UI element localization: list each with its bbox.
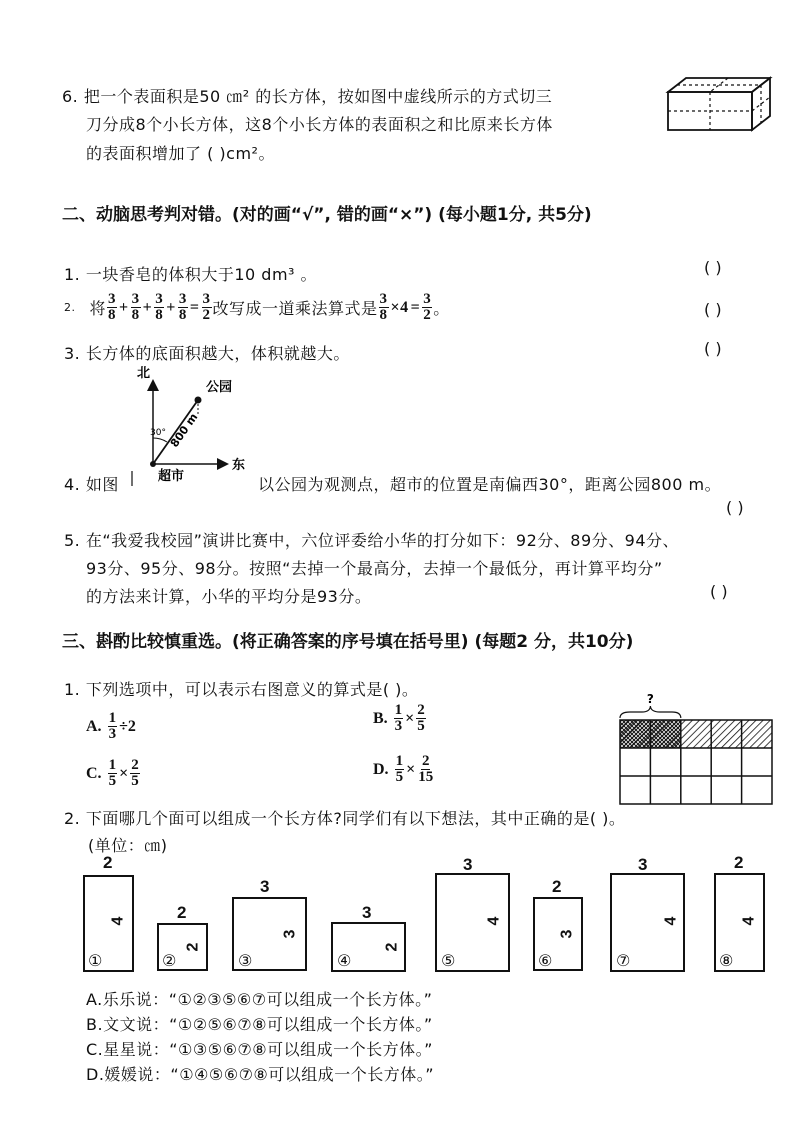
answer-c[interactable]: C.星星说：“①③⑤⑥⑦⑧可以组成一个长方体。” xyxy=(86,1040,433,1059)
s2-q4-lead: 4. 如图 xyxy=(64,475,119,494)
face-side-dim: 2 xyxy=(383,942,401,952)
equals: = xyxy=(410,298,421,316)
s3-q2-unit: (单位：㎝) xyxy=(88,836,168,855)
fraction: $\frac{3}{2}$ xyxy=(423,291,432,323)
s2-q4-text: 以公园为观测点，超市的位置是南偏西30°，距离公园800 m。 xyxy=(258,475,722,494)
fraction: $\frac{3}{8}$ xyxy=(155,291,164,323)
s2-q3: 3. 长方体的底面积越大，体积就越大。 xyxy=(64,344,350,363)
equals: = xyxy=(189,298,200,316)
s2-q5-line1: 5. 在“我爱我校园”演讲比赛中，六位评委给小华的打分如下：92分、89分、94分、 xyxy=(64,531,680,550)
fraction-grid xyxy=(616,690,778,806)
fraction: $\frac{3}{8}$ xyxy=(131,291,140,323)
q6-line1: 6. 把一个表面积是50 ㎝² 的长方体，按如图中虚线所示的方式切三 xyxy=(62,87,553,106)
face-number: ⑥ xyxy=(538,951,553,970)
face-side-dim: 4 xyxy=(740,916,758,926)
plus: + xyxy=(166,298,176,316)
q6-line3: 的表面积增加了 ( )cm²。 xyxy=(86,144,275,163)
direction-map xyxy=(128,364,258,488)
park-label: 公园 xyxy=(206,380,233,395)
answer-b[interactable]: B.文文说：“①②⑤⑥⑦⑧可以组成一个长方体。” xyxy=(86,1015,433,1034)
market-label: 超市 xyxy=(158,469,185,484)
question-mark: ? xyxy=(646,692,654,706)
plus: + xyxy=(119,298,129,316)
east-label: 东 xyxy=(232,458,246,473)
section2-title: 二、动脑思考判对错。(对的画“√”, 错的画“×”) (每小题1分, 共5分) xyxy=(62,205,592,225)
face-side-dim: 4 xyxy=(662,916,680,926)
s2-q2-prefix: 2. xyxy=(64,301,76,314)
face-top-dim: 3 xyxy=(638,855,648,874)
s2-q3-answer[interactable]: ( ) xyxy=(704,339,722,358)
distance-label: 800 m xyxy=(167,410,201,450)
q6-line2: 刀分成8个小长方体，这8个小长方体的表面积之和比原来长方体 xyxy=(86,115,553,134)
s2-q5-line3: 的方法来计算，小华的平均分是93分。 xyxy=(86,587,372,606)
face-number: ⑧ xyxy=(719,951,734,970)
answer-d[interactable]: D.媛媛说：“①④⑤⑥⑦⑧可以组成一个长方体。” xyxy=(86,1065,435,1084)
fraction: $\frac{3}{8}$ xyxy=(178,291,187,323)
s2-q2 xyxy=(64,292,450,323)
s3-q2: 2. 下面哪几个面可以组成一个长方体?同学们有以下想法，其中正确的是( )。 xyxy=(64,809,626,828)
market-point xyxy=(150,461,156,467)
face-number: ⑤ xyxy=(441,951,456,970)
fraction: $\frac{3}{8}$ xyxy=(108,291,117,323)
fraction: $\frac{3}{2}$ xyxy=(202,291,211,323)
s2-q1-answer[interactable]: ( ) xyxy=(704,258,722,277)
s2-q5-answer[interactable]: ( ) xyxy=(710,582,728,601)
s2-q1: 1. 一块香皂的体积大于10 dm³ 。 xyxy=(64,265,318,284)
option-b[interactable]: B. $\frac{1}{3}$ × $\frac{2}{5}$ xyxy=(373,702,425,734)
angle-label: 30° xyxy=(150,428,166,438)
s2-q2-answer[interactable]: ( ) xyxy=(704,300,722,319)
s2-q2-lead: 将 xyxy=(89,299,107,318)
face-number: ④ xyxy=(337,951,352,970)
s3-q1: 1. 下列选项中，可以表示右图意义的算式是( )。 xyxy=(64,680,419,699)
face-number: ① xyxy=(88,951,103,970)
option-d[interactable]: D. $\frac{1}{5}$ × $\frac{2}{15}$ xyxy=(373,753,434,785)
s2-q5-line2: 93分、95分、98分。按照“去掉一个最高分，去掉一个最低分，再计算平均分” xyxy=(86,559,663,578)
north-label: 北 xyxy=(136,366,150,381)
fraction: $\frac{3}{8}$ xyxy=(379,291,388,323)
face-top-dim: 2 xyxy=(552,877,562,896)
face-side-dim: 2 xyxy=(184,942,202,952)
park-point xyxy=(195,397,202,404)
face-side-dim: 3 xyxy=(558,929,576,939)
s2-q4-answer[interactable]: ( ) xyxy=(726,498,744,517)
face-number: ③ xyxy=(238,951,253,970)
s2-q2-mid: 改写成一道乘法算式是 xyxy=(212,299,378,318)
option-c[interactable]: C. $\frac{1}{5}$ × $\frac{2}{5}$ xyxy=(86,757,139,789)
face-top-dim: 3 xyxy=(463,855,473,874)
face-top-dim: 2 xyxy=(177,903,187,922)
face-top-dim: 2 xyxy=(734,853,744,872)
section3-title: 三、斟酌比较慎重选。(将正确答案的序号填在括号里) (每题2 分，共10分) xyxy=(62,632,634,652)
cuboid-figure xyxy=(664,74,774,134)
times-four: ×4 xyxy=(390,298,409,316)
s2-q2-end: 。 xyxy=(433,299,450,318)
answer-a[interactable]: A.乐乐说：“①②③⑤⑥⑦可以组成一个长方体。” xyxy=(86,990,433,1009)
plus: + xyxy=(142,298,153,316)
face-number: ⑦ xyxy=(616,951,631,970)
face-side-dim: 4 xyxy=(485,916,503,926)
face-side-dim: 3 xyxy=(281,929,299,939)
face-top-dim: 3 xyxy=(260,877,270,896)
face-top-dim: 2 xyxy=(103,853,113,872)
face-top-dim: 3 xyxy=(362,903,372,922)
face-number: ② xyxy=(162,951,177,970)
face-side-dim: 4 xyxy=(109,916,127,926)
option-a[interactable]: A. $\frac{1}{3}$ ÷2 xyxy=(86,710,136,742)
